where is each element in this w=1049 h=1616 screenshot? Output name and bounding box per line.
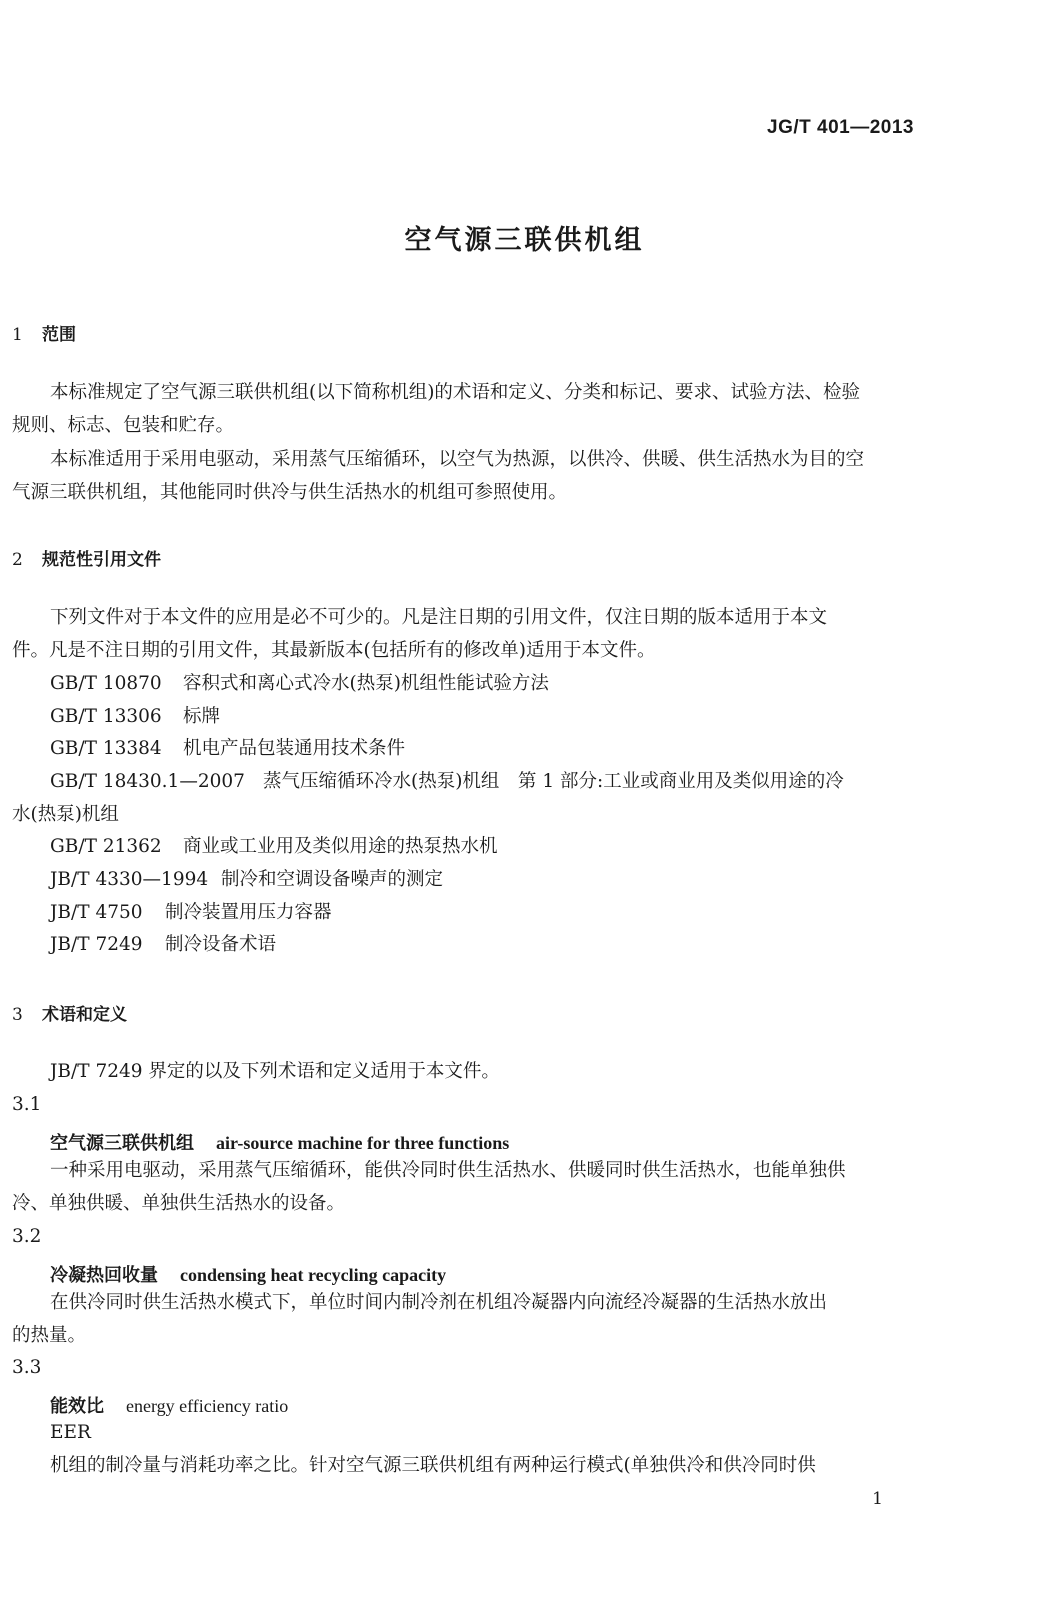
reference-code: JB/T 7249: [50, 934, 143, 955]
document-title: 空气源三联供机组: [404, 225, 645, 256]
reference-item: [50, 708, 220, 727]
term-name-zh: 能效比: [50, 1396, 104, 1417]
term-name-zh: 空气源三联供机组: [50, 1133, 194, 1154]
page-number: 1: [872, 1489, 883, 1509]
section-number: 3: [12, 1005, 23, 1025]
term-definition-line: 机组的制冷量与消耗功率之比。针对空气源三联供机组有两种运行模式(单独供冷和供冷同时供: [50, 1455, 816, 1476]
term-name-en: energy efficiency ratio: [126, 1396, 289, 1416]
reference-code: GB/T 13384: [50, 738, 162, 759]
reference-item: [50, 740, 405, 759]
term-definition-line: 冷、单独供暖、单独供生活热水的设备。: [12, 1193, 346, 1214]
reference-title: 机电产品包装通用技术条件: [183, 738, 406, 759]
scope-paragraph-line: 规则、标志、包装和贮存。: [12, 415, 235, 436]
term-name-en: air-source machine for three functions: [216, 1133, 510, 1153]
reference-item: [50, 936, 276, 955]
reference-title: 商业或工业用及类似用途的热泵热水机: [183, 836, 498, 857]
reference-title: 制冷和空调设备噪声的测定: [221, 869, 444, 890]
scope-paragraph-line: 本标准规定了空气源三联供机组(以下简称机组)的术语和定义、分类和标记、要求、试验方法、检验: [50, 382, 860, 403]
term-name-zh: 冷凝热回收量: [50, 1265, 158, 1286]
reference-title-continuation: 水(热泵)机组: [12, 804, 119, 825]
term-number: 3.3: [12, 1357, 42, 1378]
term-heading: [50, 1129, 509, 1155]
term-heading: [50, 1261, 446, 1287]
term-heading: [50, 1392, 288, 1418]
term-abbreviation: EER: [50, 1422, 91, 1443]
terms-intro: JB/T 7249 界定的以及下列术语和定义适用于本文件。: [50, 1061, 500, 1082]
reference-title: 制冷设备术语: [165, 934, 277, 955]
section-3-heading: [12, 1000, 127, 1025]
section-title: 范围: [42, 325, 76, 345]
scope-paragraph-line: 本标准适用于采用电驱动，采用蒸气压缩循环，以空气为热源，以供冷、供暖、供生活热水为目的空: [50, 449, 865, 470]
normative-intro-line: 下列文件对于本文件的应用是必不可少的。凡是注日期的引用文件，仅注日期的版本适用于本文: [50, 607, 828, 628]
reference-title: 蒸气压缩循环冷水(热泵)机组 第 1 部分:工业或商业用及类似用途的冷: [263, 771, 844, 792]
reference-title: 容积式和离心式冷水(热泵)机组性能试验方法: [183, 673, 549, 694]
normative-intro-line: 件。凡是不注日期的引用文件，其最新版本(包括所有的修改单)适用于本文件。: [12, 640, 656, 661]
scope-paragraph-line: 气源三联供机组，其他能同时供冷与供生活热水的机组可参照使用。: [12, 482, 568, 503]
reference-item: [50, 871, 443, 890]
term-definition-line: 一种采用电驱动，采用蒸气压缩循环，能供冷同时供生活热水、供暖同时供生活热水，也能单独供: [50, 1160, 846, 1181]
term-name-en: condensing heat recycling capacity: [180, 1265, 447, 1285]
reference-title: 标牌: [183, 706, 221, 727]
term-number: 3.1: [12, 1094, 42, 1115]
section-title: 规范性引用文件: [42, 550, 161, 570]
reference-title: 制冷装置用压力容器: [165, 902, 332, 923]
reference-item: [50, 675, 549, 694]
term-definition-line: 的热量。: [12, 1325, 87, 1346]
section-2-heading: [12, 545, 161, 570]
section-number: 1: [12, 325, 23, 345]
reference-code: GB/T 21362: [50, 836, 162, 857]
section-number: 2: [12, 550, 23, 570]
reference-code: JB/T 4750: [50, 902, 143, 923]
reference-item: [50, 904, 332, 923]
term-number: 3.2: [12, 1226, 42, 1247]
reference-code: GB/T 18430.1—2007: [50, 771, 245, 792]
reference-code: GB/T 13306: [50, 706, 162, 727]
reference-item: [50, 838, 498, 857]
reference-code: GB/T 10870: [50, 673, 162, 694]
reference-item: [50, 773, 844, 792]
standard-code: JG/T 401—2013: [767, 117, 914, 138]
term-definition-line: 在供冷同时供生活热水模式下，单位时间内制冷剂在机组冷凝器内向流经冷凝器的生活热水放出: [50, 1292, 828, 1313]
section-title: 术语和定义: [42, 1005, 127, 1025]
section-1-heading: [12, 320, 76, 345]
reference-code: JB/T 4330—1994: [50, 869, 209, 890]
